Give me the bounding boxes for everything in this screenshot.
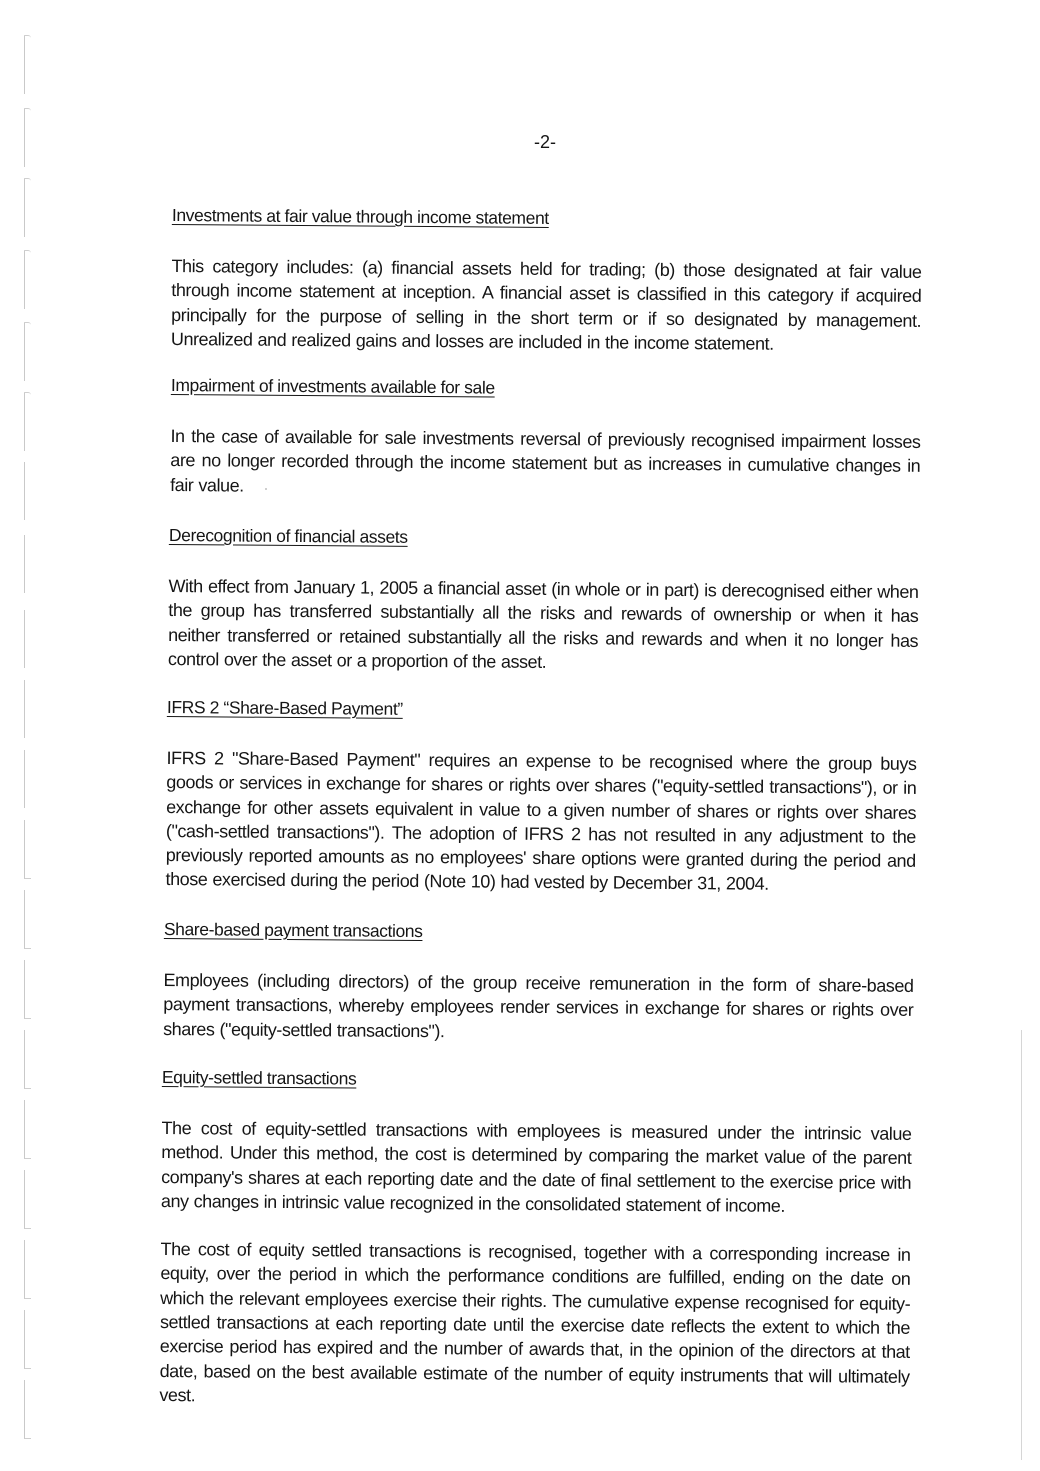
section-paragraph: With effect from January 1, 2005 a financial asset (in whole or in part) is derecognised either when the group has transferred substantially all the risks and rewards of ownership or when it has neither transferred or retained substantially all the risks and rewards and when it no longer has control over the asset or a proportion of the asset. xyxy=(167,575,919,672)
section-paragraph: This category includes: (a) financial assets held for trading; (b) those designated at fair value through income statement at inception. A financial asset is classified in this category if acquired principally for the purpose of selling in the short term or if so designated by management. Unrealized and realized gains and losses are included in the income statement. xyxy=(170,255,922,354)
binder-ring xyxy=(24,820,31,879)
binder-ring xyxy=(24,960,31,1019)
binder-ring xyxy=(24,1030,31,1089)
binder-holes xyxy=(14,30,44,1450)
binder-ring xyxy=(24,392,31,451)
binder-ring xyxy=(24,178,31,237)
section-heading: Share-based payment transactions xyxy=(163,919,423,942)
binder-ring xyxy=(24,462,31,520)
section-paragraph: IFRS 2 "Share-Based Payment" requires an expense to be recognised where the group buys goods or services in exchange for shares or rights over shares ("equity-settled transactions"), or in exchange for other assets equivalent in value to a given number of shares or rights over shares ("cash-settled transactions"). The adoption of IFRS 2 has not resulted in any adjustment to the previously reported amounts as no employees' share options were granted during the period and those exercised during the period (Note 10) had vested by December 31, 2004. xyxy=(165,747,917,895)
binder-ring xyxy=(24,680,31,738)
section-paragraph: The cost of equity-settled transactions with employees is measured under the intrinsic value method. Under this method, the cost is determined by comparing the market value of the parent company's shares at each reporting date and the date of final settlement to the exercise price with any changes in intrinsic value recognized in the consolidated statement of income. xyxy=(160,1117,912,1216)
section-fair-value xyxy=(171,205,922,357)
section-equity-settled xyxy=(159,1067,912,1413)
section-heading: IFRS 2 “Share-Based Payment” xyxy=(166,697,403,719)
binder-ring xyxy=(24,1310,31,1369)
section-share-based-payment xyxy=(163,919,914,1047)
section-ifrs2 xyxy=(165,697,917,898)
section-heading: Equity-settled transactions xyxy=(161,1067,357,1089)
section-paragraph: Employees (including directors) of the group receive remuneration in the form of share-based payment transactions, whereby employees render services in exchange for shares or rights over shares ("equity-settled transactions"). xyxy=(163,969,914,1041)
binder-ring xyxy=(24,1100,31,1159)
section-impairment xyxy=(170,375,921,503)
page-number: -2- xyxy=(534,132,556,152)
binder-ring xyxy=(24,1240,31,1299)
binder-ring xyxy=(24,1170,31,1229)
binder-ring xyxy=(24,1380,31,1439)
section-derecognition xyxy=(168,525,919,677)
section-paragraph: In the case of available for sale investments reversal of previously recognised impairment losses are no longer recorded through the income statement but as increases in cumulative changes in fair value. xyxy=(170,425,921,496)
section-heading: Derecognition of financial assets xyxy=(168,525,408,547)
binder-ring xyxy=(24,750,31,808)
section-heading: Investments at fair value through income statement xyxy=(171,205,549,228)
section-heading: Impairment of investments available for sale xyxy=(170,375,495,398)
binder-ring xyxy=(24,322,31,381)
binder-ring xyxy=(24,535,31,593)
binder-ring xyxy=(24,35,31,94)
binder-ring xyxy=(24,610,31,668)
scan-edge-line xyxy=(1021,1030,1022,1460)
section-paragraph: The cost of equity settled transactions is recognised, together with a corresponding increase in equity, over the period in which the performance conditions are fulfilled, ending on the date on which the relevant employees exercise their rights. The cumulative expense recognised for equity-settled transactions at each reporting date until the exercise date reflects the extent to which the exercise period has expired and the number of awards that, in the opinion of the directors at that date, based on the best available estimate of the number of equity instruments that will ultimately vest. xyxy=(159,1239,911,1406)
binder-ring xyxy=(24,250,31,309)
binder-ring xyxy=(24,890,31,949)
